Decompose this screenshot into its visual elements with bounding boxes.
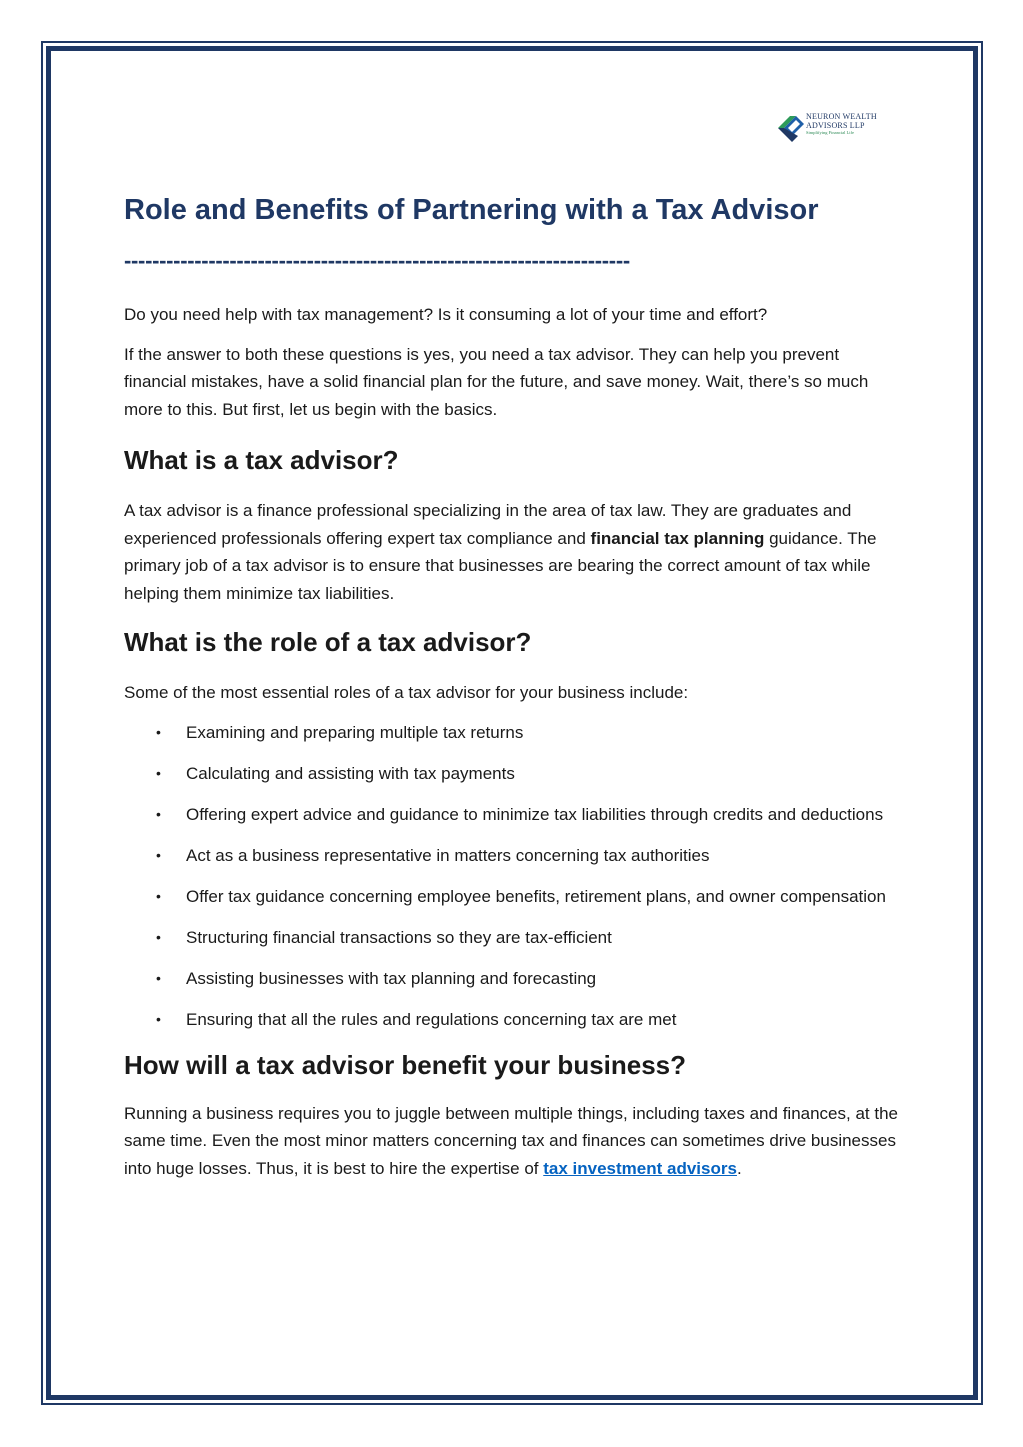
section1-bold-term: financial tax planning	[590, 528, 765, 548]
list-item	[124, 801, 904, 829]
intro-paragraph-1: Do you need help with tax management? Is it consuming a lot of your time and effort?	[124, 305, 768, 324]
section-heading-what-is: What is a tax advisor?	[124, 445, 399, 475]
list-item	[124, 883, 904, 911]
list-item-text: Assisting businesses with tax planning and forecasting	[186, 968, 597, 988]
list-item	[124, 842, 904, 870]
bullet-icon: •	[156, 805, 161, 822]
section3-paragraph	[124, 1100, 904, 1183]
list-item-text: Examining and preparing multiple tax returns	[186, 722, 524, 742]
list-item-text: Act as a business representative in matters concerning tax authorities	[186, 845, 710, 865]
bullet-icon: •	[156, 723, 161, 740]
list-item	[124, 965, 904, 993]
section1-paragraph	[124, 497, 904, 607]
section1-text-after: guidance. The primary job of a tax advisor is to ensure that businesses are bearing the correct amount of tax while helping them minimize tax liabilities.	[124, 528, 877, 603]
logo-line-1: NEURON WEALTH	[806, 112, 877, 121]
logo-tagline: Simplifying Financial Life	[806, 130, 854, 135]
bullet-icon: •	[156, 969, 161, 986]
document-content	[124, 190, 904, 1182]
list-item-text: Structuring financial transactions so they are tax-efficient	[186, 927, 612, 947]
bullet-icon: •	[156, 1010, 161, 1027]
list-item	[124, 924, 904, 952]
list-item-text: Calculating and assisting with tax payments	[186, 763, 515, 783]
bullet-icon: •	[156, 764, 161, 781]
section3-text-before: Running a business requires you to juggle between multiple things, including taxes and finances, at the same time. Even the most minor matters concerning tax and finances can sometimes drive businesses into huge losses. Thus, it is best to hire the expertise of	[124, 1103, 898, 1178]
logo-text	[806, 112, 900, 136]
bullet-icon: •	[156, 928, 161, 945]
list-item-text: Offering expert advice and guidance to minimize tax liabilities through credits and deductions	[186, 804, 884, 824]
document-title: Role and Benefits of Partnering with a Tax Advisor	[124, 194, 819, 226]
list-item	[124, 719, 904, 747]
tax-investment-advisors-link[interactable]: tax investment advisors	[543, 1158, 737, 1178]
title-divider: ------------------------------------------------------------------------	[124, 248, 630, 273]
bullet-icon: •	[156, 846, 161, 863]
list-item-text: Ensuring that all the rules and regulations concerning tax are met	[186, 1009, 677, 1029]
bullet-icon: •	[156, 887, 161, 904]
intro-paragraph-2: If the answer to both these questions is yes, you need a tax advisor. They can help you prevent financial mistakes, have a solid financial plan for the future, and save money. Wait, there’s so much more to this. But first, let us begin with the basics.	[124, 344, 869, 419]
section-heading-role: What is the role of a tax advisor?	[124, 627, 532, 657]
list-item	[124, 760, 904, 788]
logo-line-2: ADVISORS LLP	[806, 121, 865, 130]
section2-intro: Some of the most essential roles of a tax advisor for your business include:	[124, 683, 689, 702]
neuron-wealth-logo	[772, 90, 900, 170]
list-item-text: Offer tax guidance concerning employee benefits, retirement plans, and owner compensation	[186, 886, 886, 906]
roles-list	[124, 719, 904, 1034]
section3-text-after: .	[736, 1158, 742, 1178]
list-item	[124, 1006, 904, 1034]
section-heading-benefit: How will a tax advisor benefit your business?	[124, 1049, 687, 1080]
section1-text-before: A tax advisor is a finance professional specializing in the area of tax law. They are graduates and experienced professionals offering expert tax compliance and	[124, 501, 852, 548]
logo-mark-icon	[774, 110, 810, 146]
